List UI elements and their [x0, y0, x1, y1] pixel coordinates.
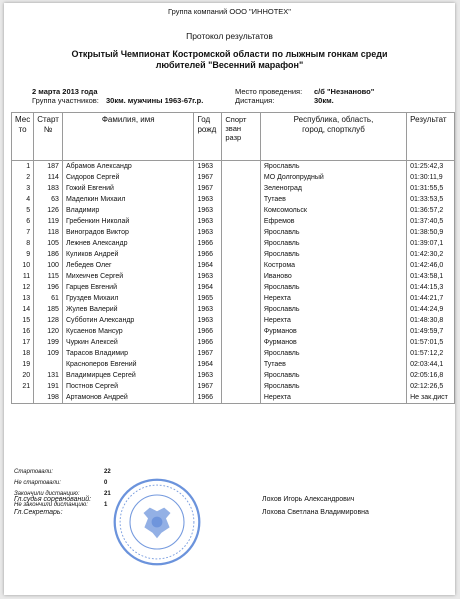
- table-row: [12, 205, 455, 216]
- cell-region: Зеленоград: [260, 183, 406, 194]
- cell-name: Михеичев Сергей: [62, 271, 194, 282]
- cell-place: 5: [12, 205, 34, 216]
- stat-started: Стартовали: 22: [14, 469, 111, 475]
- cell-name: Владимир: [62, 205, 194, 216]
- cell-start: 114: [34, 172, 63, 183]
- table-header: [12, 113, 455, 161]
- cell-place: 21: [12, 381, 34, 392]
- cell-result: 01:44:15,3: [407, 282, 455, 293]
- table-row: [12, 282, 455, 293]
- cell-start: 63: [34, 194, 63, 205]
- cell-start: 128: [34, 315, 63, 326]
- cell-place: 2: [12, 172, 34, 183]
- cell-year: 1966: [194, 326, 222, 337]
- cell-result: 01:44:24,9: [407, 304, 455, 315]
- table-row: [12, 249, 455, 260]
- cell-year: 1963: [194, 370, 222, 381]
- table-row: [12, 238, 455, 249]
- table-row: [12, 337, 455, 348]
- cell-result: 01:43:58,1: [407, 271, 455, 282]
- cell-place: 3: [12, 183, 34, 194]
- cell-rank: [222, 315, 261, 326]
- table-row: [12, 304, 455, 315]
- cell-year: 1966: [194, 249, 222, 260]
- cell-result: 01:25:42,3: [407, 161, 455, 173]
- cell-result: 01:48:30,8: [407, 315, 455, 326]
- cell-name: Сидоров Сергей: [62, 172, 194, 183]
- cell-region: Ефремов: [260, 216, 406, 227]
- cell-year: 1963: [194, 315, 222, 326]
- cell-region: Нерехта: [260, 293, 406, 304]
- cell-start: 185: [34, 304, 63, 315]
- cell-result: 01:42:46,0: [407, 260, 455, 271]
- cell-region: Тутаев: [260, 194, 406, 205]
- venue-value: с/б "Незнаново": [314, 87, 375, 96]
- summary-stats: [14, 469, 111, 513]
- cell-region: МО Долгопрудный: [260, 172, 406, 183]
- cell-place: 7: [12, 227, 34, 238]
- cell-result: 02:12:26,5: [407, 381, 455, 392]
- table-row: [12, 326, 455, 337]
- cell-result: 01:57:01,5: [407, 337, 455, 348]
- cell-start: 183: [34, 183, 63, 194]
- cell-region: Фурманов: [260, 337, 406, 348]
- cell-place: 6: [12, 216, 34, 227]
- championship-title-line2: любителей "Весенний марафон": [155, 60, 304, 70]
- group-label: Группа участников:: [32, 96, 99, 105]
- cell-place: 12: [12, 282, 34, 293]
- cell-region: Иваново: [260, 271, 406, 282]
- cell-name: Постнов Сергей: [62, 381, 194, 392]
- cell-year: 1966: [194, 392, 222, 404]
- cell-result: 01:39:07,1: [407, 238, 455, 249]
- cell-year: 1966: [194, 238, 222, 249]
- cell-name: Гожий Евгений: [62, 183, 194, 194]
- cell-result: 01:42:30,2: [407, 249, 455, 260]
- table-row: [12, 172, 455, 183]
- cell-result: 01:57:12,2: [407, 348, 455, 359]
- cell-year: 1964: [194, 359, 222, 370]
- cell-rank: [222, 293, 261, 304]
- cell-start: 61: [34, 293, 63, 304]
- cell-rank: [222, 304, 261, 315]
- cell-result: 01:49:59,7: [407, 326, 455, 337]
- cell-region: Ярославль: [260, 227, 406, 238]
- cell-start: 131: [34, 370, 63, 381]
- cell-name: Красноперов Евгений: [62, 359, 194, 370]
- cell-rank: [222, 216, 261, 227]
- judge-name: Лохов Игорь Александрович: [262, 496, 355, 503]
- cell-rank: [222, 227, 261, 238]
- table-row: [12, 359, 455, 370]
- cell-place: 8: [12, 238, 34, 249]
- cell-place: 19: [12, 359, 34, 370]
- cell-start: 187: [34, 161, 63, 173]
- cell-region: Ярославль: [260, 161, 406, 173]
- cell-rank: [222, 392, 261, 404]
- cell-result: 01:37:40,5: [407, 216, 455, 227]
- cell-result: 01:31:55,5: [407, 183, 455, 194]
- cell-result: 01:44:21,7: [407, 293, 455, 304]
- table-row: [12, 183, 455, 194]
- cell-name: Владимирцев Сергей: [62, 370, 194, 381]
- cell-name: Груздев Михаил: [62, 293, 194, 304]
- cell-rank: [222, 370, 261, 381]
- cell-rank: [222, 194, 261, 205]
- cell-result: 02:03:44,1: [407, 359, 455, 370]
- cell-year: 1963: [194, 304, 222, 315]
- cell-region: Фурманов: [260, 326, 406, 337]
- secretary-name: Лохова Светлана Владимировна: [262, 509, 369, 516]
- cell-place: 9: [12, 249, 34, 260]
- cell-start: 120: [34, 326, 63, 337]
- cell-year: 1965: [194, 293, 222, 304]
- cell-region: Ярославль: [260, 348, 406, 359]
- cell-name: Куликов Андрей: [62, 249, 194, 260]
- cell-rank: [222, 260, 261, 271]
- cell-year: 1963: [194, 205, 222, 216]
- cell-year: 1963: [194, 271, 222, 282]
- cell-region: Кострома: [260, 260, 406, 271]
- table-row: [12, 293, 455, 304]
- cell-year: 1964: [194, 282, 222, 293]
- table-row: [12, 216, 455, 227]
- cell-rank: [222, 359, 261, 370]
- col-rank-header: Спорт зван разр: [222, 113, 261, 161]
- cell-region: Нерехта: [260, 392, 406, 404]
- cell-year: 1964: [194, 260, 222, 271]
- cell-place: 1: [12, 161, 34, 173]
- distance-label: Дистанция:: [235, 96, 275, 105]
- cell-start: 118: [34, 227, 63, 238]
- cell-year: 1967: [194, 183, 222, 194]
- table-row: [12, 315, 455, 326]
- cell-name: Гарцев Евгений: [62, 282, 194, 293]
- company-name: Группа компаний ООО "ИННОТЕХ": [168, 7, 291, 16]
- championship-title: [4, 49, 455, 71]
- cell-name: Виноградов Виктор: [62, 227, 194, 238]
- cell-place: [12, 392, 34, 404]
- cell-region: Тутаев: [260, 359, 406, 370]
- cell-result: 01:30:11,9: [407, 172, 455, 183]
- cell-result: 02:05:16,8: [407, 370, 455, 381]
- cell-year: 1966: [194, 337, 222, 348]
- cell-rank: [222, 172, 261, 183]
- cell-name: Лежнев Александр: [62, 238, 194, 249]
- cell-start: 119: [34, 216, 63, 227]
- table-row: [12, 381, 455, 392]
- cell-start: 109: [34, 348, 63, 359]
- table-row: [12, 392, 455, 404]
- cell-name: Кусаенов Мансур: [62, 326, 194, 337]
- cell-rank: [222, 205, 261, 216]
- cell-name: Абрамов Александр: [62, 161, 194, 173]
- venue-label: Место проведения:: [235, 87, 303, 96]
- cell-rank: [222, 161, 261, 173]
- cell-start: 100: [34, 260, 63, 271]
- cell-rank: [222, 238, 261, 249]
- group-value: 30км. мужчины 1963-67г.р.: [106, 96, 204, 105]
- table-row: [12, 370, 455, 381]
- cell-place: 4: [12, 194, 34, 205]
- table-row: [12, 348, 455, 359]
- cell-name: Лебедев Олег: [62, 260, 194, 271]
- cell-place: 16: [12, 326, 34, 337]
- cell-name: Тарасов Владимир: [62, 348, 194, 359]
- cell-place: 14: [12, 304, 34, 315]
- cell-region: Ярославль: [260, 238, 406, 249]
- col-place-header: Мес то: [12, 113, 34, 161]
- cell-start: 191: [34, 381, 63, 392]
- cell-place: 15: [12, 315, 34, 326]
- protocol-title: Протокол результатов: [186, 31, 273, 41]
- cell-start: 126: [34, 205, 63, 216]
- cell-place: 18: [12, 348, 34, 359]
- protocol-sheet: [4, 3, 455, 595]
- col-region-header: Республика, область, город, спортклуб: [260, 113, 406, 161]
- cell-rank: [222, 271, 261, 282]
- cell-region: Ярославль: [260, 249, 406, 260]
- table-row: [12, 161, 455, 173]
- cell-year: 1963: [194, 216, 222, 227]
- stat-not-started: Не стартовали: 0: [14, 480, 108, 486]
- cell-place: 10: [12, 260, 34, 271]
- cell-start: 199: [34, 337, 63, 348]
- cell-name: Субботин Александр: [62, 315, 194, 326]
- cell-region: Ярославль: [260, 370, 406, 381]
- cell-start: 196: [34, 282, 63, 293]
- cell-place: 17: [12, 337, 34, 348]
- cell-name: Артамонов Андрей: [62, 392, 194, 404]
- cell-region: Ярославль: [260, 304, 406, 315]
- results-table: [11, 112, 455, 404]
- cell-place: 13: [12, 293, 34, 304]
- cell-name: Маделкин Михаил: [62, 194, 194, 205]
- cell-region: Нерехта: [260, 315, 406, 326]
- cell-rank: [222, 348, 261, 359]
- cell-start: 186: [34, 249, 63, 260]
- col-year-header: Год рожд: [194, 113, 222, 161]
- official-stamp-icon: [112, 477, 202, 567]
- cell-result: Не зак.дист: [407, 392, 455, 404]
- stat-not-finished: Не закончили дистанцию: 1: [14, 502, 108, 508]
- stat-finished: Закончили дистанцию: 21: [14, 491, 111, 497]
- cell-region: Комсомольск: [260, 205, 406, 216]
- table-row: [12, 271, 455, 282]
- cell-year: 1963: [194, 161, 222, 173]
- distance-value: 30км.: [314, 96, 334, 105]
- cell-result: 01:33:53,5: [407, 194, 455, 205]
- cell-name: Гребенкин Николай: [62, 216, 194, 227]
- table-row: [12, 260, 455, 271]
- cell-start: 105: [34, 238, 63, 249]
- championship-title-line1: Открытый Чемпионат Костромской области по лыжным гонкам среди: [71, 49, 388, 59]
- judge-label: Гл.судья соревнований:: [14, 496, 92, 503]
- table-row: [12, 194, 455, 205]
- cell-result: 01:38:50,9: [407, 227, 455, 238]
- cell-place: 20: [12, 370, 34, 381]
- cell-rank: [222, 183, 261, 194]
- secretary-label: Гл.Секретарь:: [14, 509, 63, 516]
- cell-rank: [222, 337, 261, 348]
- cell-result: 01:36:57,2: [407, 205, 455, 216]
- cell-place: 11: [12, 271, 34, 282]
- cell-year: 1963: [194, 227, 222, 238]
- cell-region: Ярославль: [260, 282, 406, 293]
- cell-year: 1967: [194, 348, 222, 359]
- cell-rank: [222, 381, 261, 392]
- cell-year: 1963: [194, 194, 222, 205]
- cell-start: 198: [34, 392, 63, 404]
- cell-start: [34, 359, 63, 370]
- cell-rank: [222, 282, 261, 293]
- cell-start: 115: [34, 271, 63, 282]
- col-name-header: Фамилия, имя: [62, 113, 194, 161]
- col-start-header: Старт №: [34, 113, 63, 161]
- cell-name: Чуркин Алексей: [62, 337, 194, 348]
- col-result-header: Результат: [407, 113, 455, 161]
- cell-year: 1967: [194, 172, 222, 183]
- table-row: [12, 227, 455, 238]
- cell-year: 1967: [194, 381, 222, 392]
- cell-rank: [222, 249, 261, 260]
- cell-rank: [222, 326, 261, 337]
- cell-name: Жулев Валерий: [62, 304, 194, 315]
- cell-region: Ярославль: [260, 381, 406, 392]
- event-date: 2 марта 2013 года: [32, 87, 98, 96]
